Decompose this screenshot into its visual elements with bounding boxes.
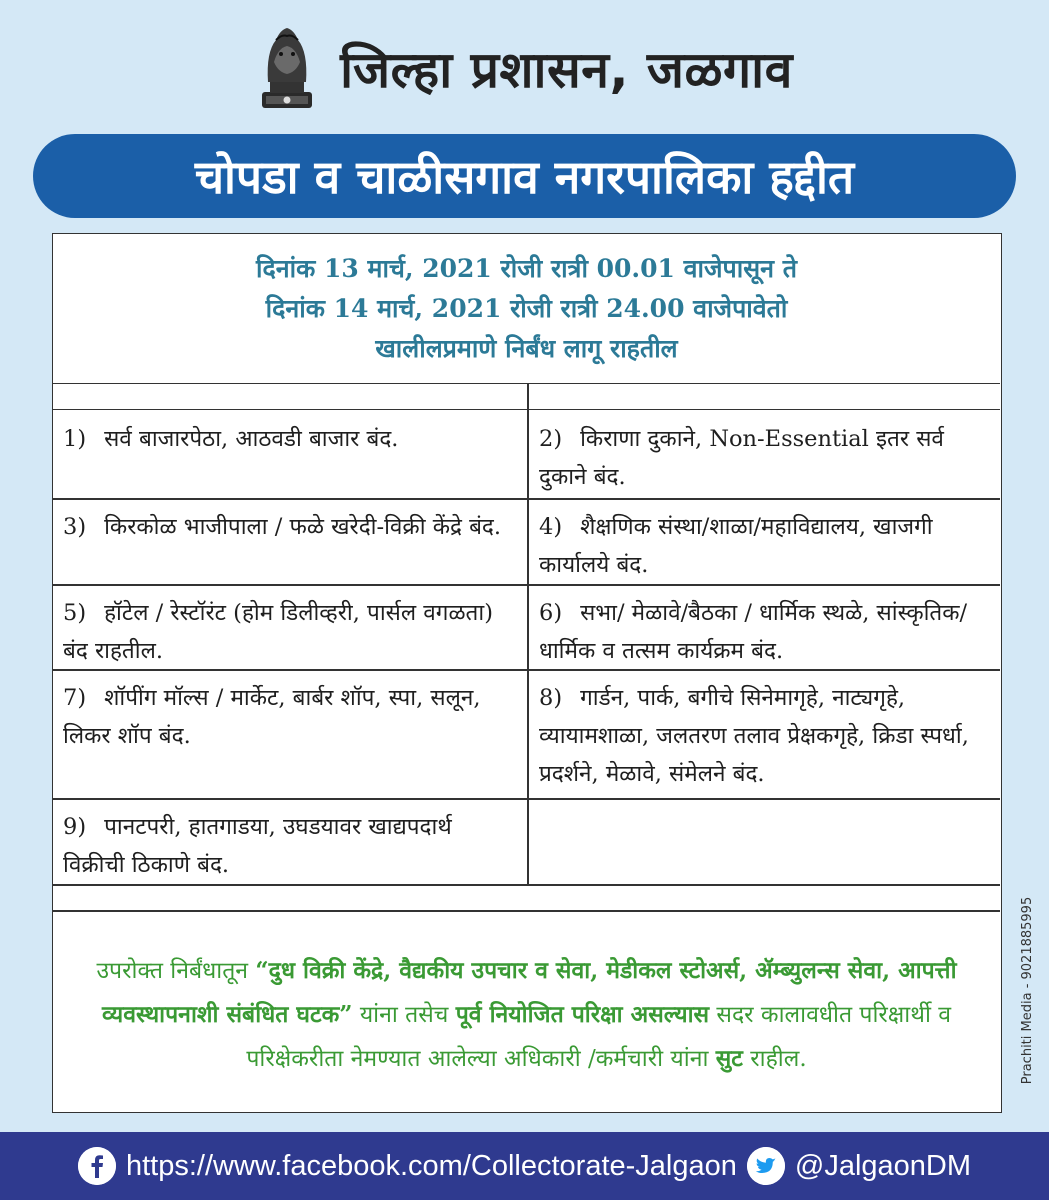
exemption-text-6: सुट xyxy=(715,1045,743,1072)
restriction-text: किरकोळ भाजीपाला / फळे खरेदी-विक्री केंद्रे बंद. xyxy=(104,514,502,540)
page-header xyxy=(0,18,1049,118)
restriction-num: 7) xyxy=(63,685,87,711)
table-row-divider xyxy=(53,884,1000,886)
restriction-item-9 xyxy=(53,800,527,892)
date-line-3: खालीलप्रमाणे निर्बंध लागू राहतील xyxy=(375,333,678,363)
restriction-item-1 xyxy=(53,412,527,466)
restriction-num: 8) xyxy=(539,685,563,711)
restriction-text: सभा/ मेळावे/बैठका / धार्मिक स्थळे, सांस्कृतिक/धार्मिक व तत्सम कार्यक्रम बंद. xyxy=(539,600,968,664)
date-range-block xyxy=(53,234,1000,384)
restriction-num: 4) xyxy=(539,514,563,540)
exemption-text-5: सदर कालावधीत परिक्षार्थी व परिक्षेकरीता नेमण्यात आलेल्या अधिकारी /कर्मचारी यांना xyxy=(246,1002,952,1072)
twitter-handle[interactable]: @JalgaonDM xyxy=(794,1149,972,1182)
exemption-text-7: राहील. xyxy=(750,1046,807,1072)
media-credit-text: Prachiti Media - 9021885995 xyxy=(1020,896,1036,1084)
restriction-text: पानटपरी, हातगाडया, उघडयावर खाद्यपदार्थ विक्रीची ठिकाणे बंद. xyxy=(63,814,452,878)
social-footer xyxy=(0,1132,1049,1200)
org-title: जिल्हा प्रशासन, जळगाव xyxy=(340,41,793,99)
twitter-icon[interactable] xyxy=(747,1147,785,1185)
exemption-text-4: पूर्व नियोजित परिक्षा असल्यास xyxy=(455,1001,710,1028)
notice-sheet xyxy=(52,233,1002,1113)
area-banner xyxy=(33,134,1016,218)
restriction-item-3 xyxy=(53,500,527,554)
restriction-item-2 xyxy=(529,412,1000,504)
media-credit xyxy=(1016,870,1040,1110)
restriction-num: 5) xyxy=(63,600,87,626)
exemption-text-3: यांना तसेच xyxy=(359,1002,449,1028)
restriction-item-7 xyxy=(53,671,527,763)
restriction-item-5 xyxy=(53,586,527,678)
facebook-icon[interactable] xyxy=(78,1147,116,1185)
exemption-note xyxy=(53,920,1000,1110)
national-emblem-icon xyxy=(256,22,318,114)
restriction-num: 2) xyxy=(539,426,563,452)
restriction-text: किराणा दुकाने, Non-Essential इतर सर्व दुकाने बंद. xyxy=(539,426,944,490)
restriction-text: शॉपींग मॉल्स / मार्केट, बार्बर शॉप, स्पा, सलून, लिकर शॉप बंद. xyxy=(63,685,481,749)
facebook-link[interactable]: https://www.facebook.com/Collectorate-Jalgaon xyxy=(125,1149,737,1182)
exemption-text-1: उपरोक्त निर्बंधातून xyxy=(96,958,249,984)
restriction-item-6 xyxy=(529,586,1000,678)
date-line-1: दिनांक 13 मार्च, 2021 रोजी रात्री 00.01 वाजेपासून ते xyxy=(256,253,797,283)
restriction-num: 9) xyxy=(63,814,87,840)
restriction-text: हॉटेल / रेस्टॉरंट (होम डिलीव्हरी, पार्सल वगळता) बंद राहतील. xyxy=(63,600,493,664)
restriction-item-4 xyxy=(529,500,1000,592)
restriction-num: 3) xyxy=(63,514,87,540)
restriction-text: गार्डन, पार्क, बगीचे सिनेमागृहे, नाट्यगृहे, व्यायामशाळा, जलतरण तलाव प्रेक्षकगृहे, क्रिडा स्पर्धा, प्रदर्शने, मेळावे, संमेलने बंद. xyxy=(539,685,969,787)
table-row-divider xyxy=(53,910,1000,912)
restriction-text: शैक्षणिक संस्था/शाळा/महाविद्यालय, खाजगी कार्यालये बंद. xyxy=(539,514,933,578)
restriction-num: 1) xyxy=(63,426,87,452)
date-line-2: दिनांक 14 मार्च, 2021 रोजी रात्री 24.00 वाजेपावेतो xyxy=(265,293,788,323)
restriction-item-8 xyxy=(529,671,1000,801)
banner-title: चोपडा व चाळीसगाव नगरपालिका हद्दीत xyxy=(194,150,855,204)
restriction-text: सर्व बाजारपेठा, आठवडी बाजार बंद. xyxy=(104,426,399,452)
restriction-num: 6) xyxy=(539,600,563,626)
exemption-text-2: “दुध विक्री केंद्रे, वैद्यकीय उपचार व सेवा, मेडीकल स्टोअर्स, ॲम्ब्युलन्स सेवा, आपत्ती व्यवस्थापनाशी संबंधित घटक” xyxy=(101,957,957,1028)
